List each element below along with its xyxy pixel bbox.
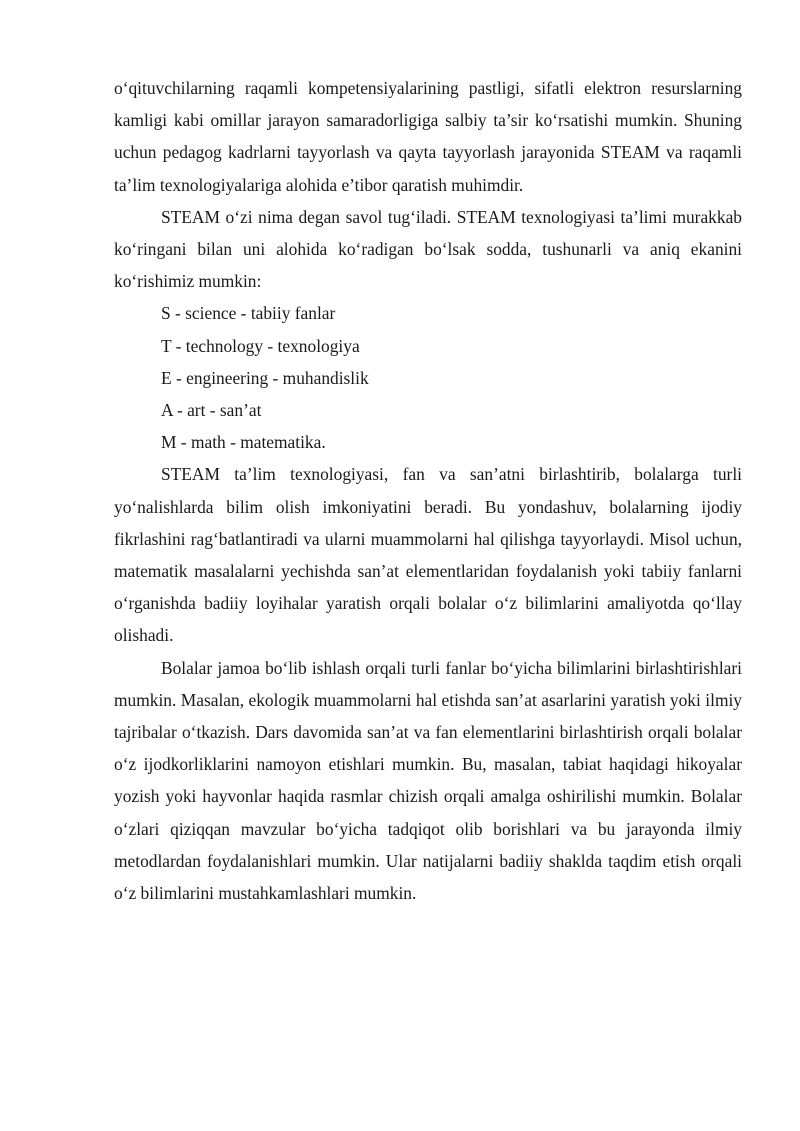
list-item-art: A - art - san’at [161,400,262,421]
document-page [114,72,742,909]
list-item-technology: T - technology - texnologiya [161,335,360,356]
list-item-engineering: E - engineering - muhandislik [161,367,369,388]
paragraph-intro: o‘qituvchilarning raqamli kompetensiyalarining pastligi, sifatli elektron resurslarning kamligi kabi omillar jarayon samaradorligiga salbiy ta’sir ko‘rsatishi mumkin. Shuning uchun pedagog kadrlarni tayyorlash va qayta tayyorlash jarayonida STEAM va raqamli ta’lim texnologiyalariga alohida e’tibor qaratish muhimdir. [114,78,742,195]
paragraph-steam-question: STEAM o‘zi nima degan savol tug‘iladi. STEAM texnologiyasi ta’limi murakkab ko‘ringani bilan uni alohida ko‘radigan bo‘lsak sodda, tushunarli va aniq ekanini ko‘rishimiz mumkin: [114,206,742,292]
paragraph-steam-technology: STEAM ta’lim texnologiyasi, fan va san’atni birlashtirib, bolalarga turli yo‘nalishlarda bilim olish imkoniyatini beradi. Bu yondashuv, bolalarning ijodiy fikrlashini rag‘batlantiradi va ularni muammolarni hal qilishga tayyorlaydi. Misol uchun, matematik masalalarni yechishda san’at elementlaridan foydalanish yoki tabiiy fanlarni o‘rganishda badiiy loyihalar yaratish orqali bolalar o‘z bilimlarini amaliyotda qo‘llay olishadi. [114,464,742,646]
list-item-science: S - science - tabiiy fanlar [161,303,336,324]
paragraph-teamwork: Bolalar jamoa bo‘lib ishlash orqali turli fanlar bo‘yicha bilimlarini birlashtirishlari mumkin. Masalan, ekologik muammolarni hal etishda san’at asarlarini yaratish yoki ilmiy tajribalar o‘tkazish. Dars davomida san’at va fan elementlarini birlashtirish orqali bolalar o‘z ijodkorliklarini namoyon etishlari mumkin. Bu, masalan, tabiat haqidagi hikoyalar yozish yoki hayvonlar haqida rasmlar chizish orqali amalga oshirilishi mumkin. Bolalar o‘zlari qiziqqan mavzular bo‘yicha tadqiqot olib borishlari va bu jarayonda ilmiy metodlardan foydalanishlari mumkin. Ular natijalarni badiiy shaklda taqdim etish orqali o‘z bilimlarini mustahkamlashlari mumkin. [114,657,742,904]
list-item-math: M - math - matematika. [161,432,326,453]
